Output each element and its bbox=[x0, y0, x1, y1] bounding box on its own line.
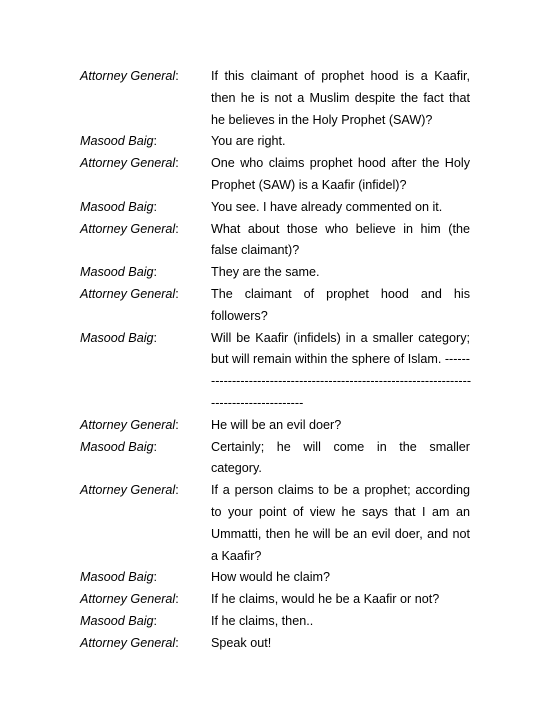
speaker-name: Masood Baig bbox=[80, 199, 154, 214]
speaker-label bbox=[80, 589, 211, 611]
speech-line: Will be Kaafir (infidels) in a smaller category; bbox=[211, 330, 470, 345]
speech-text bbox=[211, 262, 470, 284]
speaker-label bbox=[80, 219, 211, 241]
speaker-label bbox=[80, 284, 211, 306]
speech-text bbox=[211, 611, 470, 633]
speaker-name: Masood Baig bbox=[80, 134, 154, 149]
speaker-colon: : bbox=[175, 417, 179, 432]
speech-text bbox=[211, 415, 470, 437]
transcript-entry bbox=[80, 589, 470, 611]
speech-text bbox=[211, 437, 470, 481]
speaker-label bbox=[80, 567, 211, 589]
speech-text bbox=[211, 219, 470, 263]
speech-line: How would he claim? bbox=[211, 570, 330, 585]
speech-line: If he claims, then.. bbox=[211, 613, 314, 628]
speaker-name: Attorney General bbox=[80, 635, 176, 650]
speech-text bbox=[211, 284, 470, 328]
speaker-label bbox=[80, 480, 211, 502]
transcript-entry bbox=[80, 611, 470, 633]
speech-line: He will be an evil doer? bbox=[211, 417, 342, 432]
transcript-entry bbox=[80, 567, 470, 589]
speech-line: You are right. bbox=[211, 134, 286, 149]
speaker-name: Masood Baig bbox=[80, 439, 154, 454]
speech-text bbox=[211, 480, 470, 567]
speech-text bbox=[211, 589, 470, 611]
speech-line: Speak out! bbox=[211, 635, 272, 650]
speech-line: to your point of view he says that I am an bbox=[211, 504, 470, 519]
speaker-colon: : bbox=[153, 265, 158, 280]
speaker-colon: : bbox=[175, 592, 179, 607]
speaker-label bbox=[80, 66, 211, 88]
speech-text bbox=[211, 131, 470, 153]
speaker-label bbox=[80, 262, 211, 284]
transcript-entry bbox=[80, 328, 470, 415]
speaker-colon: : bbox=[175, 483, 179, 498]
speaker-label bbox=[80, 415, 211, 437]
speech-line: The claimant of prophet hood and his bbox=[211, 286, 470, 301]
transcript-entry bbox=[80, 415, 470, 437]
transcript-entry bbox=[80, 219, 470, 263]
speaker-colon: : bbox=[153, 199, 158, 214]
speaker-label bbox=[80, 437, 211, 459]
speaker-name: Attorney General bbox=[80, 156, 176, 171]
speech-line: followers? bbox=[211, 308, 268, 323]
transcript-entry bbox=[80, 153, 470, 197]
speaker-label bbox=[80, 197, 211, 219]
transcript-entry bbox=[80, 262, 470, 284]
speaker-colon: : bbox=[175, 286, 179, 301]
speaker-name: Masood Baig bbox=[80, 265, 154, 280]
speaker-colon: : bbox=[153, 570, 158, 585]
speech-line: ---------------------- bbox=[211, 395, 304, 410]
speaker-name: Attorney General bbox=[80, 592, 176, 607]
speaker-colon: : bbox=[175, 156, 179, 171]
speech-text bbox=[211, 197, 470, 219]
speaker-name: Masood Baig bbox=[80, 570, 154, 585]
speech-line: What about those who believe in him (the bbox=[211, 221, 470, 236]
speech-line: category. bbox=[211, 461, 262, 476]
speech-line: They are the same. bbox=[211, 265, 320, 280]
speaker-colon: : bbox=[153, 613, 158, 628]
speaker-colon: : bbox=[153, 134, 158, 149]
transcript-entry bbox=[80, 66, 470, 131]
speaker-name: Attorney General bbox=[80, 286, 176, 301]
speech-text bbox=[211, 328, 470, 415]
speech-text bbox=[211, 153, 470, 197]
speech-line: Certainly; he will come in the smaller bbox=[211, 439, 470, 454]
transcript-entry bbox=[80, 480, 470, 567]
transcript bbox=[80, 66, 470, 655]
speaker-label bbox=[80, 633, 211, 655]
speaker-label bbox=[80, 131, 211, 153]
speaker-name: Attorney General bbox=[80, 221, 176, 236]
transcript-entry bbox=[80, 284, 470, 328]
speaker-colon: : bbox=[175, 635, 179, 650]
speech-line: If a person claims to be a prophet; according bbox=[211, 483, 470, 498]
speech-line: Prophet (SAW) is a Kaafir (infidel)? bbox=[211, 177, 407, 192]
speech-line: but will remain within the sphere of Islam. ------ bbox=[211, 352, 470, 367]
transcript-entry bbox=[80, 437, 470, 481]
speaker-label bbox=[80, 153, 211, 175]
speaker-name: Attorney General bbox=[80, 483, 176, 498]
speaker-name: Attorney General bbox=[80, 417, 176, 432]
speech-line: You see. I have already commented on it. bbox=[211, 199, 443, 214]
speech-line: If this claimant of prophet hood is a Kaafir, bbox=[211, 69, 470, 83]
speaker-colon: : bbox=[153, 330, 158, 345]
speaker-name: Masood Baig bbox=[80, 330, 154, 345]
speaker-label bbox=[80, 611, 211, 633]
speech-text bbox=[211, 66, 470, 131]
speech-line: false claimant)? bbox=[211, 243, 300, 258]
speech-line: he believes in the Holy Prophet (SAW)? bbox=[211, 112, 433, 127]
speaker-colon: : bbox=[175, 69, 179, 83]
speech-line: then he is not a Muslim despite the fact that bbox=[211, 90, 470, 105]
transcript-entry bbox=[80, 131, 470, 153]
speech-text bbox=[211, 633, 470, 655]
speech-line: One who claims prophet hood after the Holy bbox=[211, 156, 470, 171]
speech-line: Ummatti, then he will be an evil doer, and not bbox=[211, 526, 470, 541]
speaker-label bbox=[80, 328, 211, 350]
transcript-entry bbox=[80, 197, 470, 219]
speech-text bbox=[211, 567, 470, 589]
speech-line: If he claims, would he be a Kaafir or not? bbox=[211, 592, 440, 607]
transcript-entry bbox=[80, 633, 470, 655]
speaker-name: Attorney General bbox=[80, 69, 176, 83]
speaker-colon: : bbox=[175, 221, 179, 236]
speech-line: a Kaafir? bbox=[211, 548, 262, 563]
speech-line: -------------------------------------------------------------- bbox=[211, 374, 472, 389]
speaker-colon: : bbox=[153, 439, 158, 454]
speaker-name: Masood Baig bbox=[80, 613, 154, 628]
